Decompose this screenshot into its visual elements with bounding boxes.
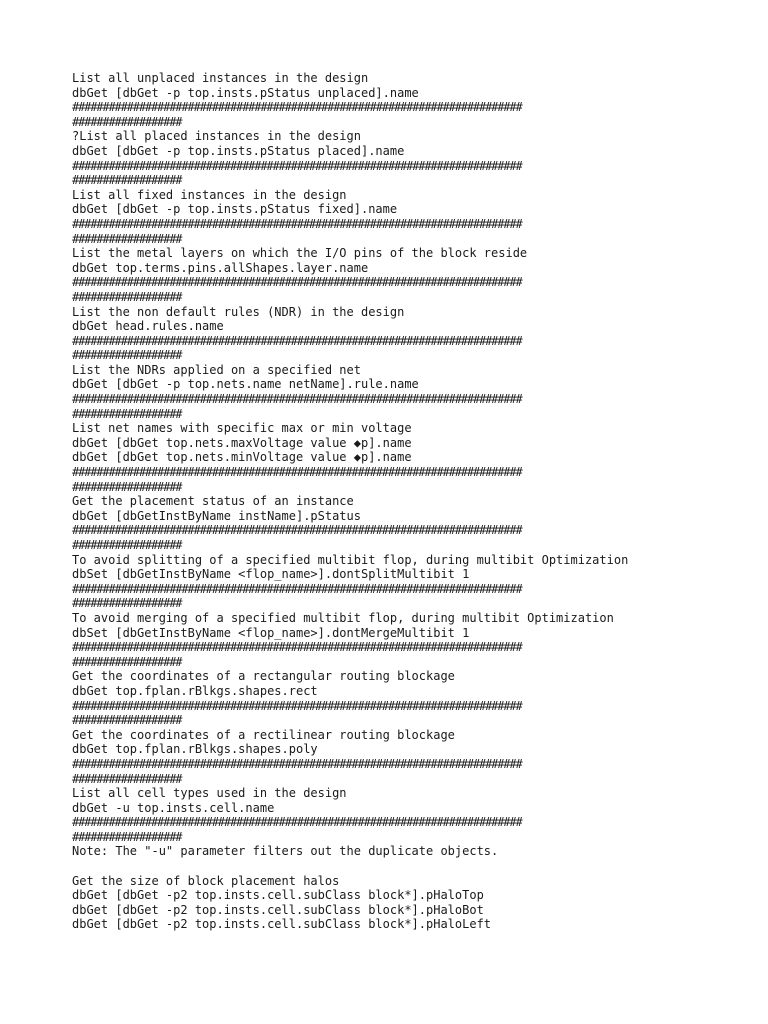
command-line: dbSet [dbGetInstByName <flop_name>].dontSplitMultibit 1 xyxy=(72,567,470,582)
command-line: dbGet top.fplan.rBlkgs.shapes.poly xyxy=(72,742,318,757)
separator-short: ################## xyxy=(72,829,182,844)
section-description: Get the coordinates of a rectilinear routing blockage xyxy=(72,727,455,742)
command-line: dbGet [dbGet -p2 top.insts.cell.subClass block*].pHaloBot xyxy=(72,902,484,917)
command-line: dbGet [dbGetInstByName instName].pStatus xyxy=(72,508,361,523)
section-description: Get the size of block placement halos xyxy=(72,873,340,888)
separator-long: ########################################################################## xyxy=(72,216,522,231)
command-line: dbGet [dbGet -p top.nets.name netName].rule.name xyxy=(72,377,419,392)
section-description: List all fixed instances in the design xyxy=(72,187,347,202)
separator-short: ################## xyxy=(72,479,182,494)
note-text: Note: The "-u" parameter filters out the duplicate objects. xyxy=(72,844,499,859)
section-description: List the non default rules (NDR) in the design xyxy=(72,304,405,319)
command-line: dbSet [dbGetInstByName <flop_name>].dontMergeMultibit 1 xyxy=(72,625,470,640)
separator-long: ########################################################################## xyxy=(72,100,522,115)
separator-long: ########################################################################## xyxy=(72,698,522,713)
command-line: dbGet [dbGet -p top.insts.pStatus placed].name xyxy=(72,143,405,158)
separator-long: ########################################################################## xyxy=(72,581,522,596)
command-line: dbGet top.terms.pins.allShapes.layer.name xyxy=(72,260,369,275)
separator-short: ################## xyxy=(72,173,182,188)
separator-short: ################## xyxy=(72,713,182,728)
section-description: To avoid merging of a specified multibit flop, during multibit Optimization xyxy=(72,610,614,625)
section-description: List the metal layers on which the I/O pins of the block reside xyxy=(72,246,528,261)
separator-long: ########################################################################## xyxy=(72,756,522,771)
command-line: dbGet [dbGet top.nets.minVoltage value ◆p].name xyxy=(72,450,412,465)
separator-long: ########################################################################## xyxy=(72,523,522,538)
command-line: dbGet [dbGet -p top.insts.pStatus fixed].name xyxy=(72,202,398,217)
section-description: List net names with specific max or min voltage xyxy=(72,421,412,436)
command-line: dbGet [dbGet top.nets.maxVoltage value ◆p].name xyxy=(72,435,412,450)
separator-long: ########################################################################## xyxy=(72,333,522,348)
separator-long: ########################################################################## xyxy=(72,392,522,407)
separator-short: ################## xyxy=(72,289,182,304)
command-line: dbGet [dbGet -p top.insts.pStatus unplaced].name xyxy=(72,85,419,100)
command-line: dbGet [dbGet -p2 top.insts.cell.subClass block*].pHaloLeft xyxy=(72,917,492,932)
separator-short: ################## xyxy=(72,771,182,786)
separator-short: ################## xyxy=(72,538,182,552)
section-description: List all unplaced instances in the design xyxy=(72,71,369,85)
separator-short: ################## xyxy=(72,596,182,611)
separator-short: ################## xyxy=(72,114,182,129)
separator-short: ################## xyxy=(72,654,182,669)
separator-long: ########################################################################## xyxy=(72,640,522,655)
section-description: ?List all placed instances in the design xyxy=(72,129,361,144)
command-line: dbGet -u top.insts.cell.name xyxy=(72,800,275,815)
separator-long: ########################################################################## xyxy=(72,275,522,290)
command-line: dbGet top.fplan.rBlkgs.shapes.rect xyxy=(72,683,318,698)
document-body xyxy=(72,71,698,932)
separator-short: ################## xyxy=(72,348,182,363)
separator-short: ################## xyxy=(72,406,182,421)
separator-short: ################## xyxy=(72,231,182,246)
section-description: To avoid splitting of a specified multibit flop, during multibit Optimization xyxy=(72,552,629,567)
command-line: dbGet head.rules.name xyxy=(72,319,224,334)
section-description: List all cell types used in the design xyxy=(72,786,347,801)
command-line: dbGet [dbGet -p2 top.insts.cell.subClass block*].pHaloTop xyxy=(72,888,484,903)
section-description: List the NDRs applied on a specified net xyxy=(72,362,361,377)
separator-long: ########################################################################## xyxy=(72,158,522,173)
separator-long: ########################################################################## xyxy=(72,465,522,480)
blank-line xyxy=(72,859,698,874)
separator-long: ########################################################################## xyxy=(72,815,522,830)
section-description: Get the placement status of an instance xyxy=(72,494,354,509)
section-description: Get the coordinates of a rectangular routing blockage xyxy=(72,669,455,684)
